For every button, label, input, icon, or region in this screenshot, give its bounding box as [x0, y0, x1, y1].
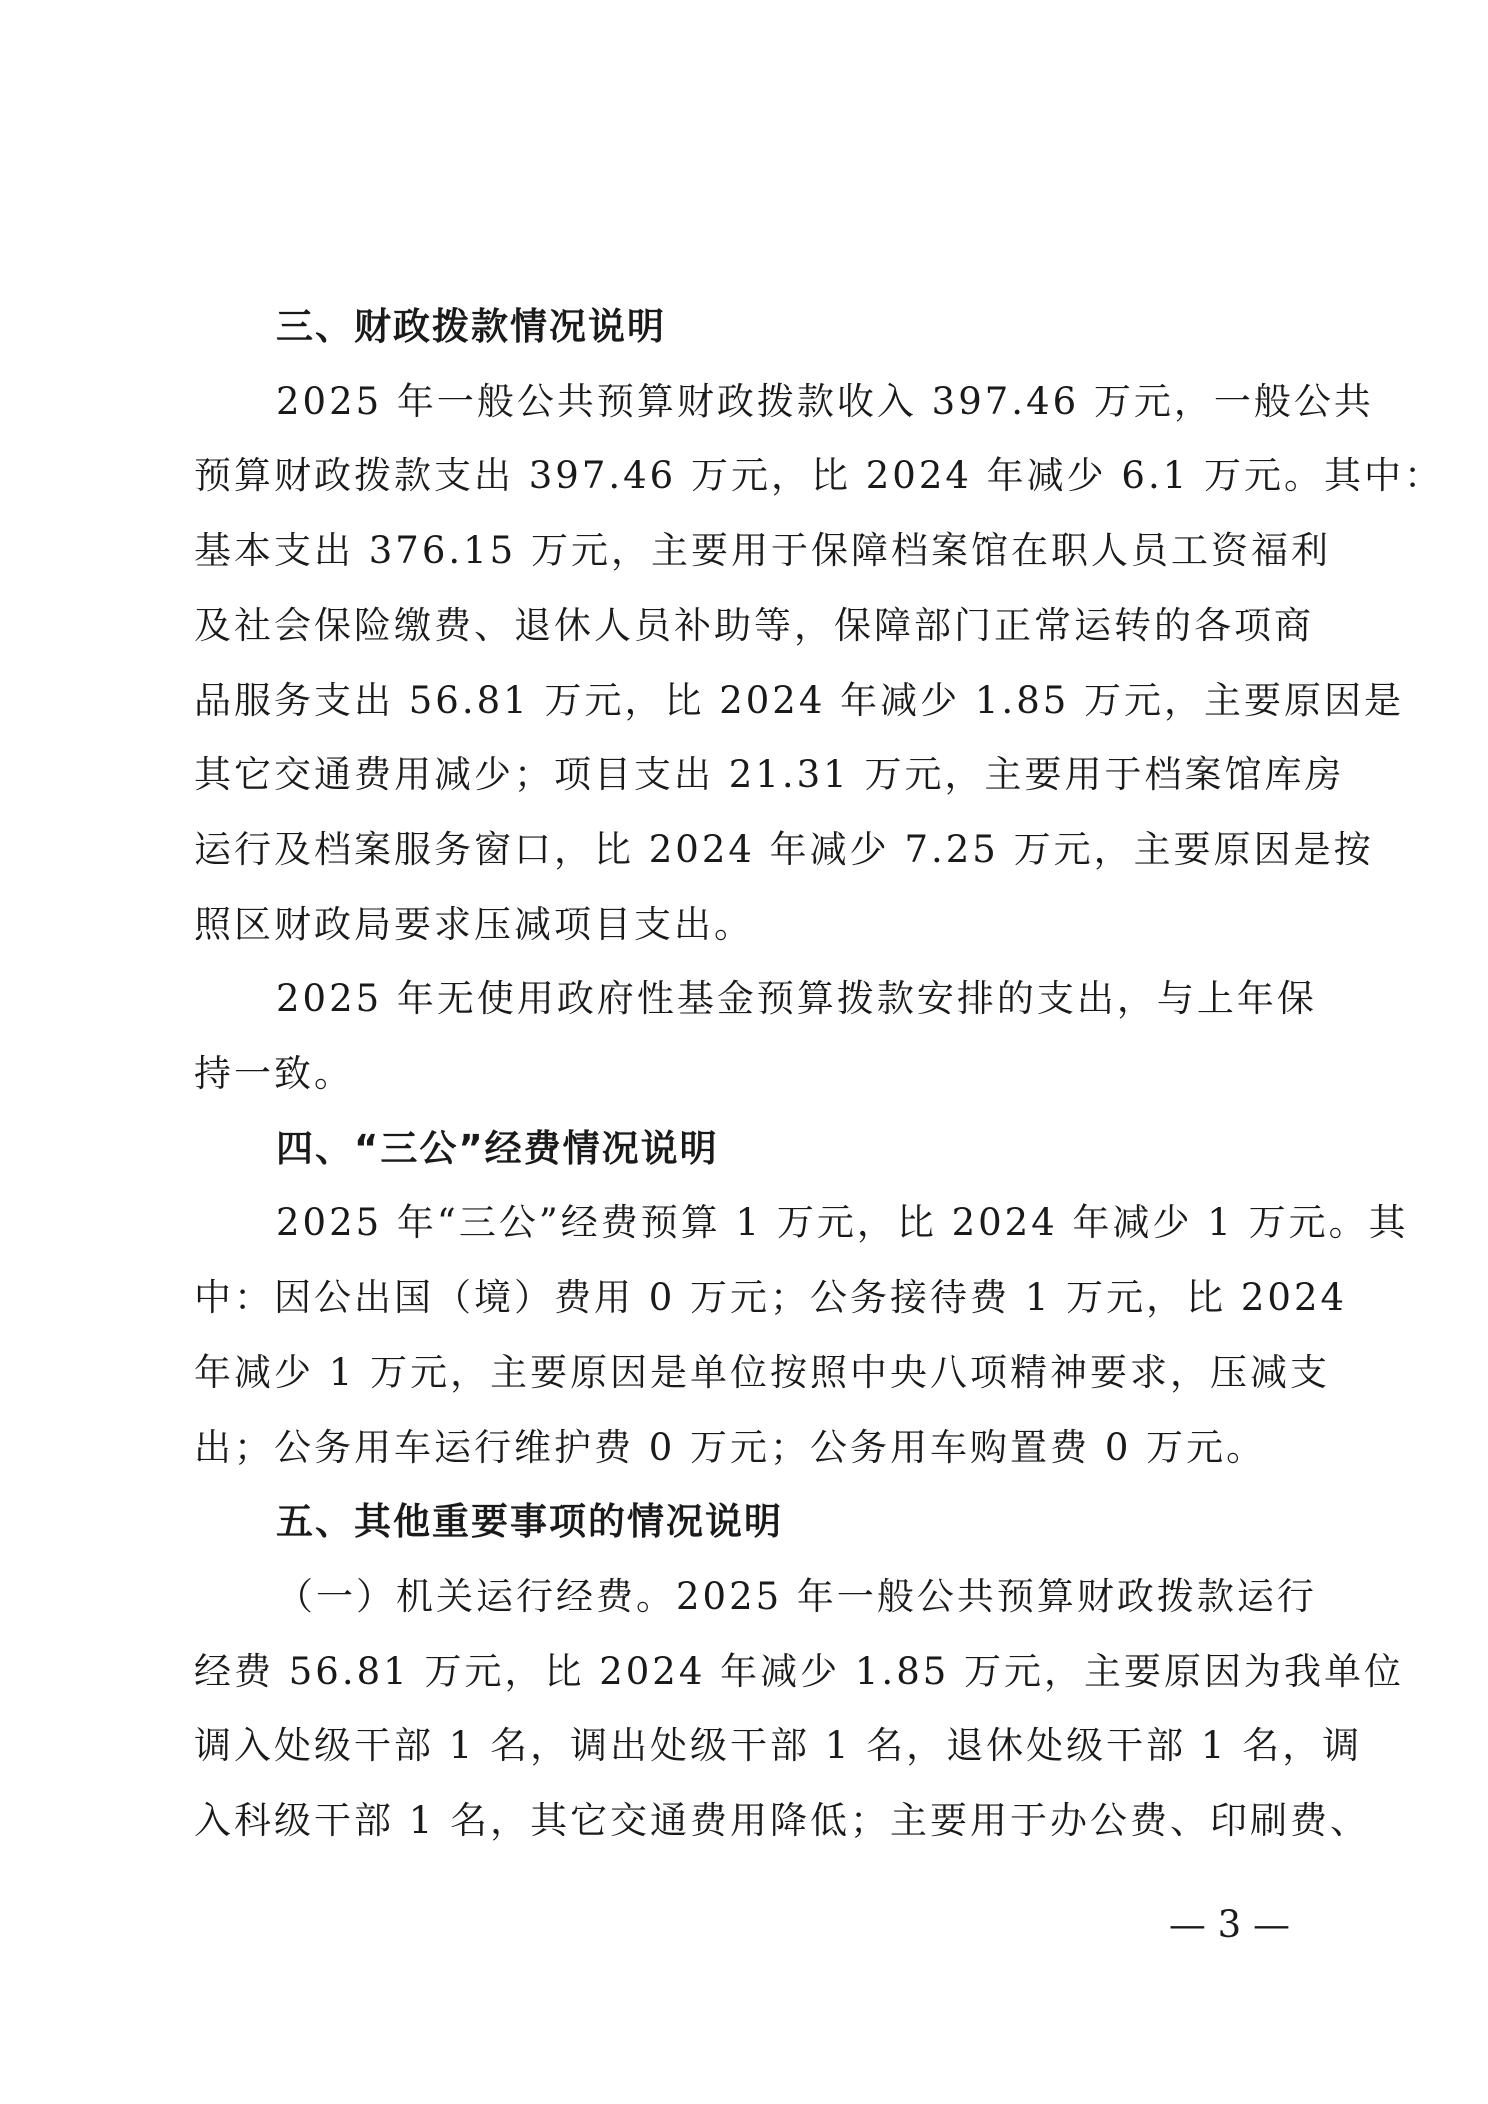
text-line: 出；公务用车运行维护费 0 万元；公务用车购置费 0 万元。 — [194, 1425, 1267, 1469]
paragraph — [194, 1186, 1409, 1485]
page-number: — 3 — — [1168, 1903, 1290, 1946]
text-line: 基本支出 376.15 万元，主要用于保障档案馆在职人员工资福利 — [194, 529, 1331, 573]
text-line: 经费 56.81 万元，比 2024 年减少 1.85 万元，主要原因为我单位 — [194, 1649, 1405, 1693]
paragraph — [194, 1560, 1405, 1859]
section-heading-other-matters: 五、其他重要事项的情况说明 — [276, 1500, 783, 1544]
paragraph — [194, 962, 1317, 1111]
text-line: 其它交通费用减少；项目支出 21.31 万元，主要用于档案馆库房 — [194, 753, 1345, 797]
paragraph — [194, 365, 1445, 963]
text-line: 2025 年“三公”经费预算 1 万元，比 2024 年减少 1 万元。其 — [276, 1201, 1409, 1245]
text-line: 运行及档案服务窗口，比 2024 年减少 7.25 万元，主要原因是按 — [194, 827, 1374, 871]
text-line: 品服务支出 56.81 万元，比 2024 年减少 1.85 万元，主要原因是 — [194, 678, 1405, 722]
text-line: 及社会保险缴费、退休人员补助等，保障部门正常运转的各项商 — [194, 603, 1314, 647]
text-line: 持一致。 — [194, 1052, 354, 1096]
text-line: 调入处级干部 1 名，调出处级干部 1 名，退休处级干部 1 名，调 — [194, 1724, 1363, 1768]
text-line: 2025 年一般公共预算财政拨款收入 397.46 万元，一般公共 — [276, 379, 1374, 423]
section-heading-fiscal-appropriation: 三、财政拨款情况说明 — [276, 305, 666, 348]
text-line: 年减少 1 万元，主要原因是单位按照中央八项精神要求，压减支 — [194, 1350, 1331, 1394]
section-heading-three-public-expenses: 四、“三公”经费情况说明 — [276, 1126, 719, 1170]
text-line: 中：因公出国（境）费用 0 万元；公务接待费 1 万元，比 2024 — [194, 1276, 1348, 1320]
text-line: （一）机关运行经费。2025 年一般公共预算财政拨款运行 — [276, 1574, 1317, 1618]
text-line: 照区财政局要求压减项目支出。 — [194, 902, 754, 946]
text-line: 2025 年无使用政府性基金预算拨款安排的支出，与上年保 — [276, 977, 1317, 1021]
text-line: 预算财政拨款支出 397.46 万元，比 2024 年减少 6.1 万元。其中： — [194, 454, 1445, 498]
document-body — [194, 290, 1445, 1859]
text-line: 入科级干部 1 名，其它交通费用降低；主要用于办公费、印刷费、 — [194, 1799, 1371, 1843]
